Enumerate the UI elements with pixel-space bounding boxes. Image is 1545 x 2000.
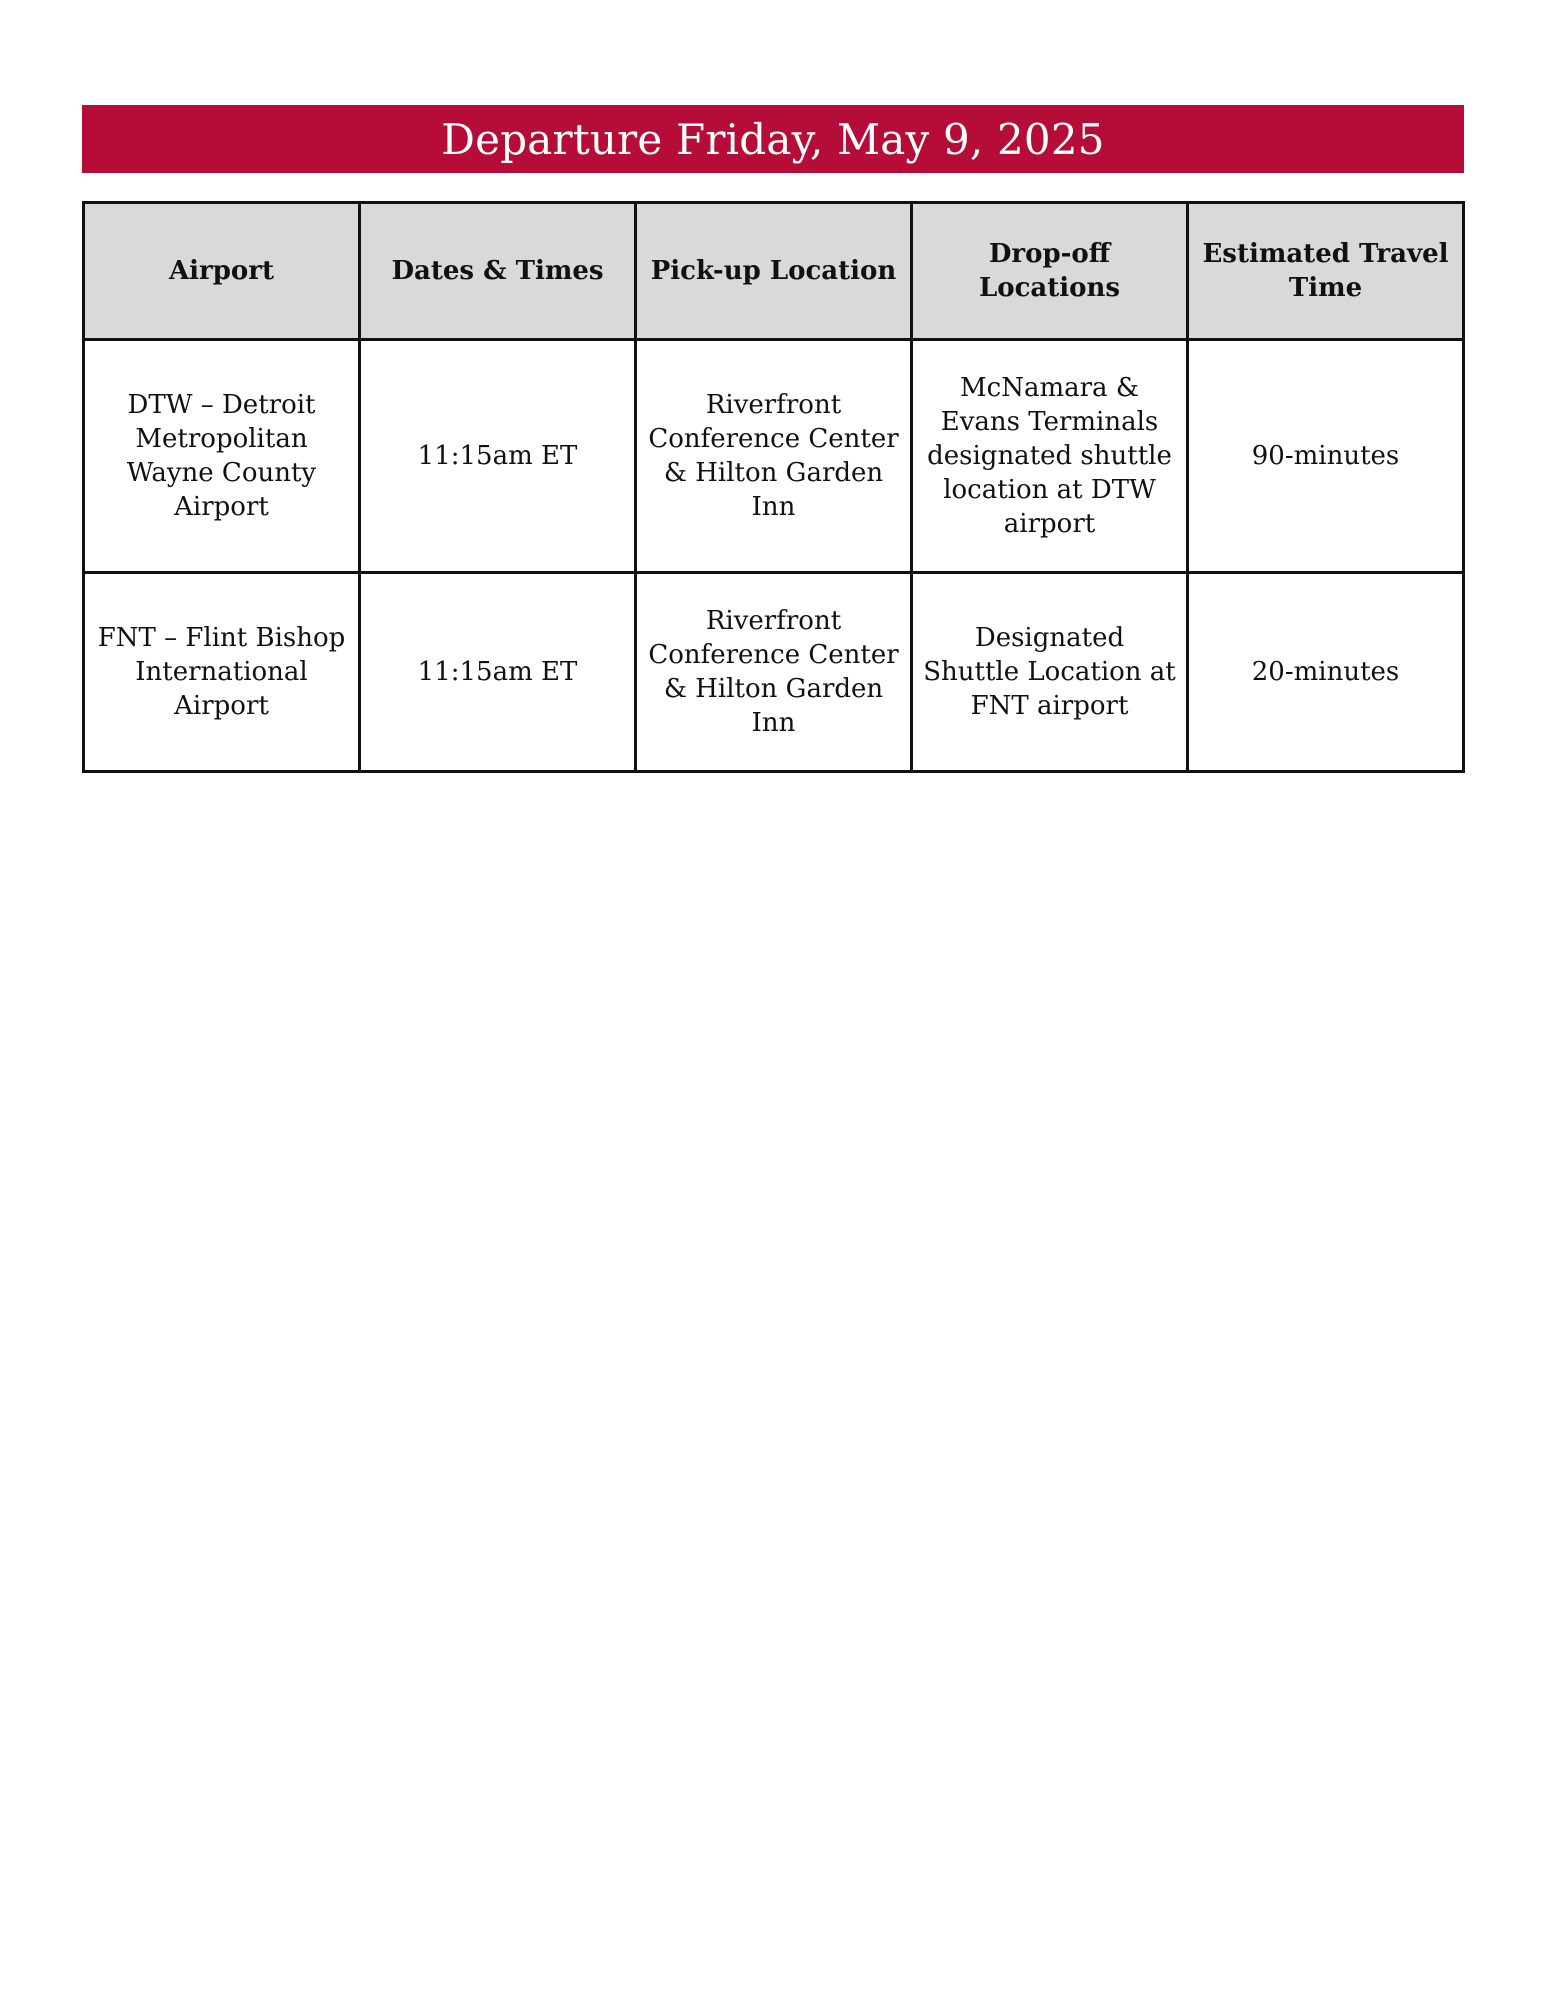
banner-title: Departure Friday, May 9, 2025 — [441, 114, 1105, 164]
cell-dropoff-location: McNamara & Evans Terminals designated shuttle location at DTW airport — [912, 340, 1188, 573]
cell-pickup-location: Riverfront Conference Center & Hilton Garden Inn — [636, 573, 912, 772]
header-airport: Airport — [84, 203, 360, 340]
header-pickup-location: Pick-up Location — [636, 203, 912, 340]
cell-travel-time: 90-minutes — [1188, 340, 1464, 573]
header-dates-times: Dates & Times — [360, 203, 636, 340]
header-dropoff-locations: Drop-off Locations — [912, 203, 1188, 340]
table-header-row — [84, 203, 1464, 340]
table-row — [84, 573, 1464, 772]
departure-banner — [82, 105, 1464, 173]
cell-dates-times: 11:15am ET — [360, 340, 636, 573]
cell-dropoff-location: Designated Shuttle Location at FNT airport — [912, 573, 1188, 772]
shuttle-schedule-table — [82, 201, 1465, 773]
header-travel-time: Estimated Travel Time — [1188, 203, 1464, 340]
cell-airport: DTW – Detroit Metropolitan Wayne County Airport — [84, 340, 360, 573]
cell-dates-times: 11:15am ET — [360, 573, 636, 772]
table-row — [84, 340, 1464, 573]
cell-travel-time: 20-minutes — [1188, 573, 1464, 772]
cell-airport: FNT – Flint Bishop International Airport — [84, 573, 360, 772]
cell-pickup-location: Riverfront Conference Center & Hilton Garden Inn — [636, 340, 912, 573]
